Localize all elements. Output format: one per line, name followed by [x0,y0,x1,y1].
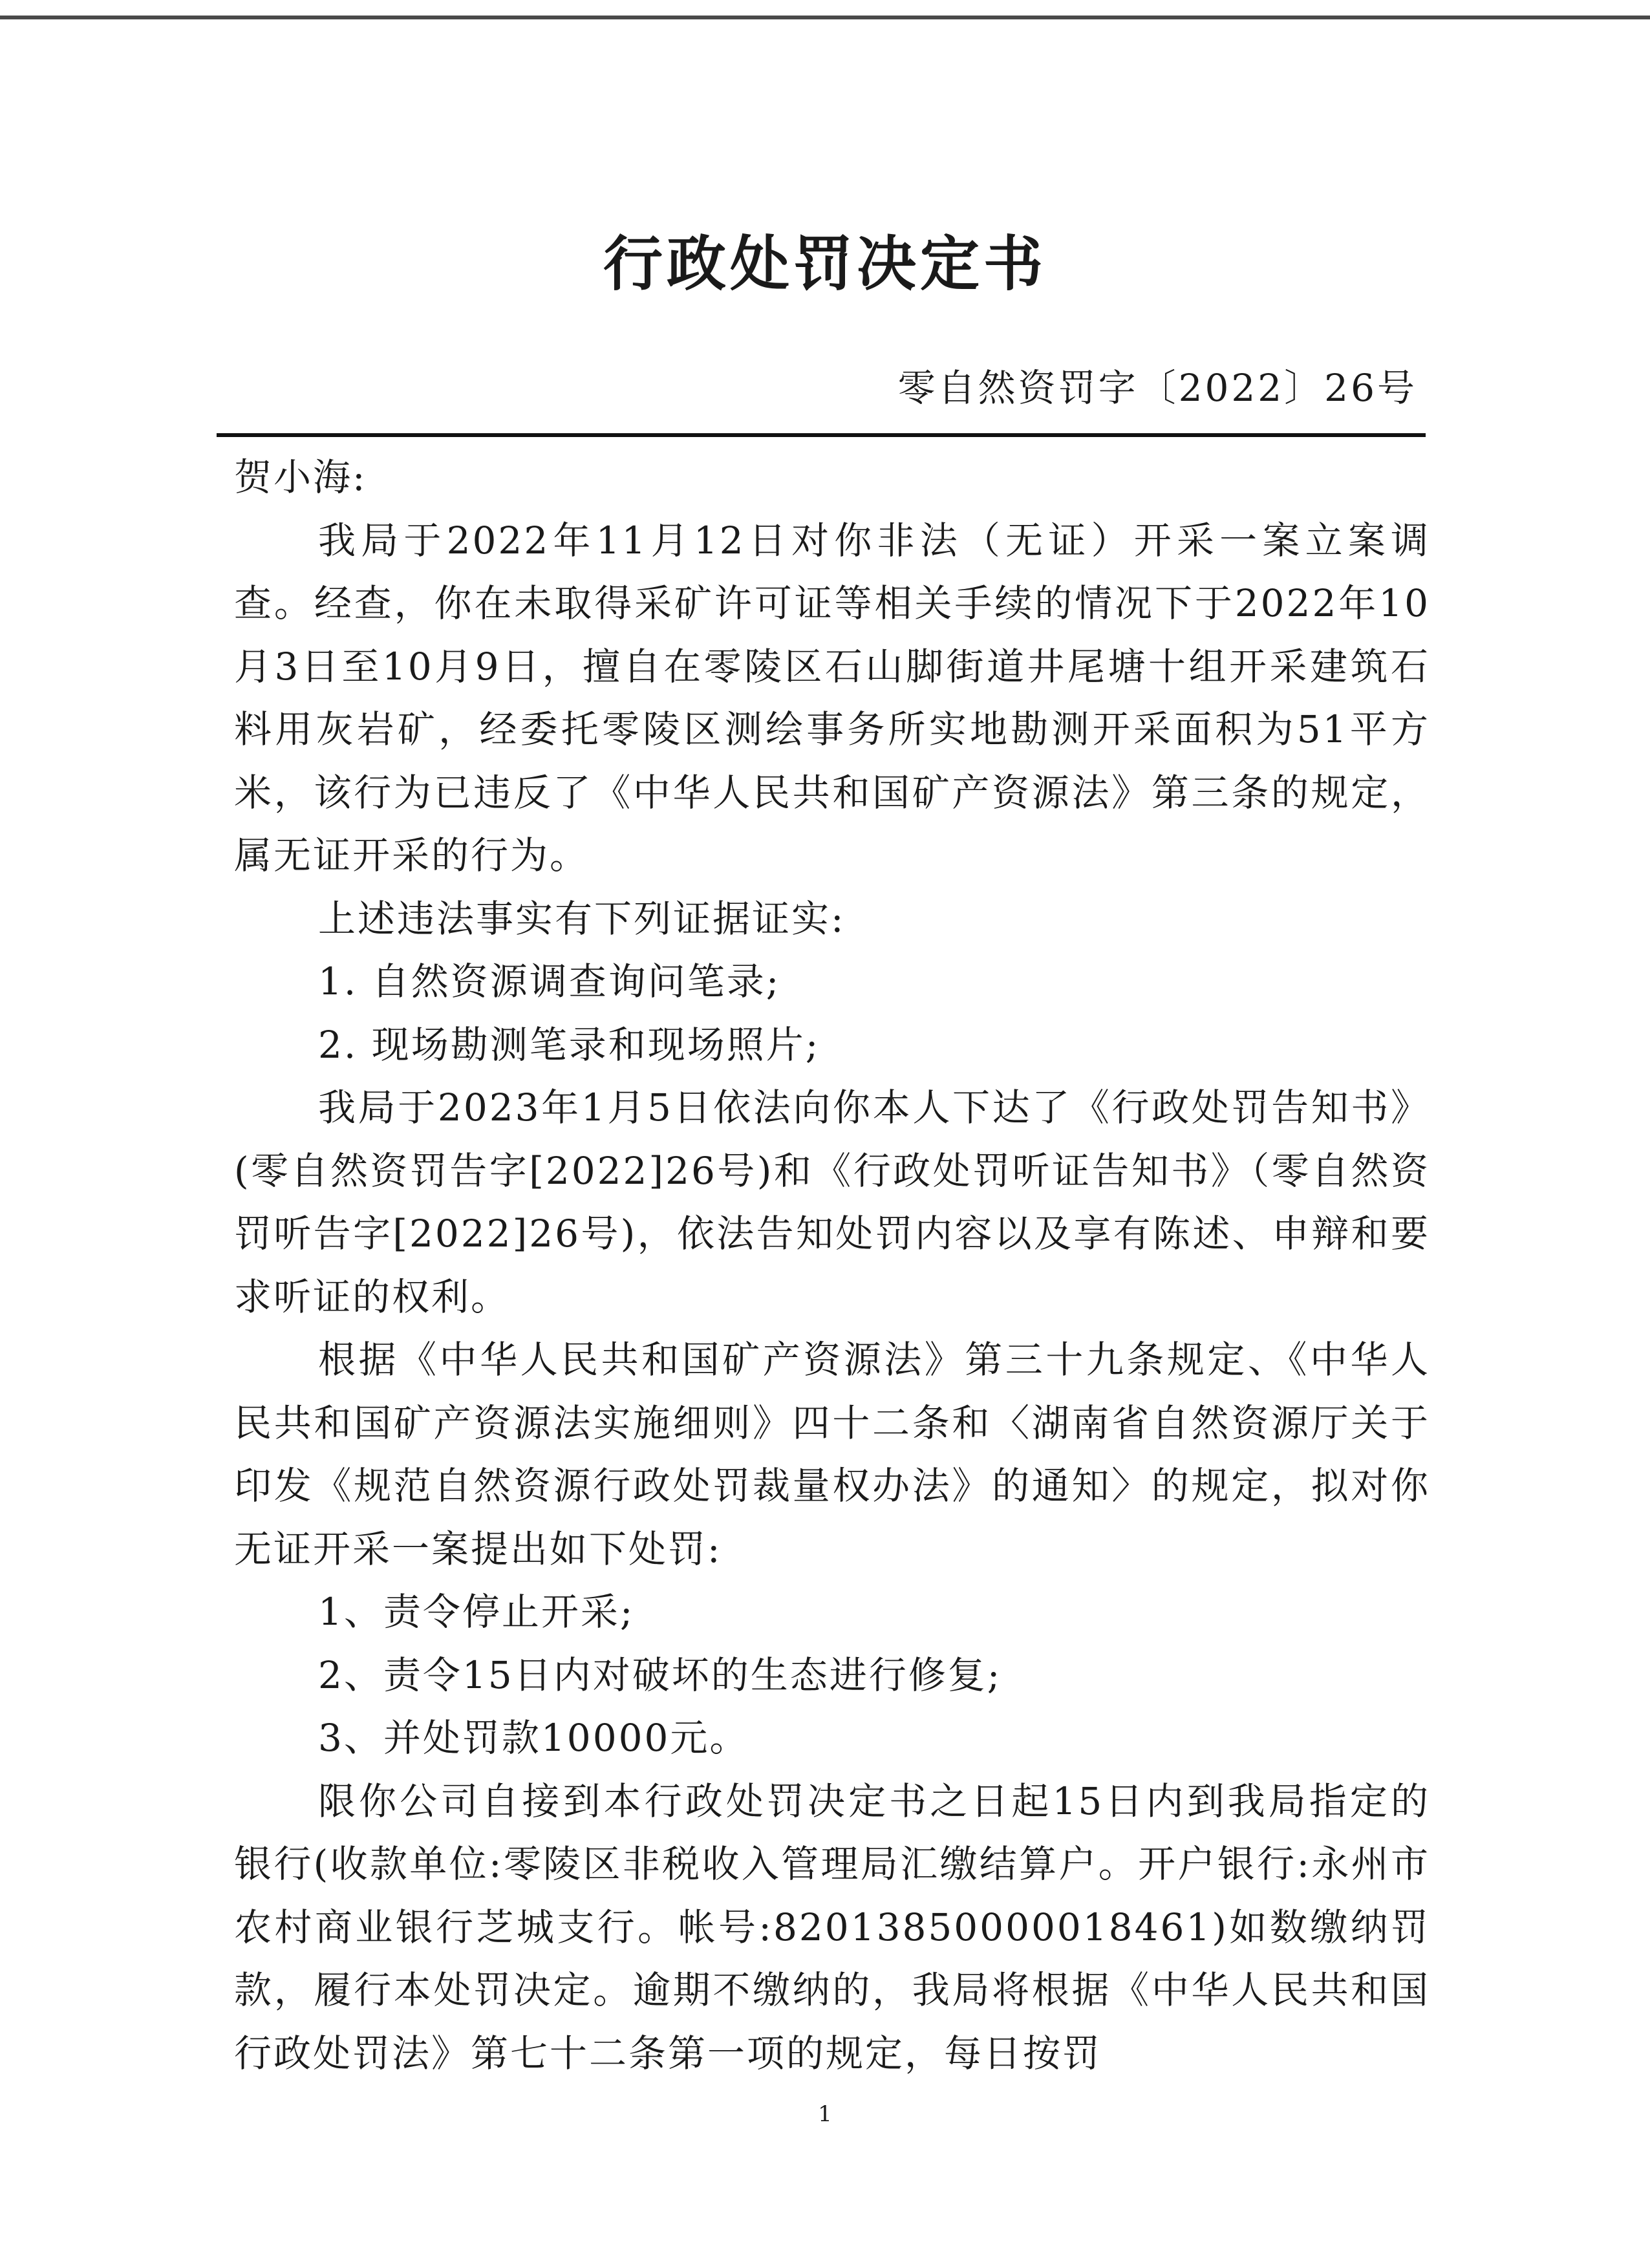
penalty-item: 3、并处罚款10000元。 [318,1716,749,1760]
page-title: 行政处罚决定书 [603,229,1047,299]
evidence-item: 2. 现场勘测笔录和现场照片; [318,1022,820,1067]
paragraph-facts: 我局于2022年11月12日对你非法（无证）开采一案立案调查。经查，你在未取得采矿许可证等相关手续的情况下于2022年10月3日至10月9日，擅自在零陵区石山脚街道井尾塘十组开采建筑石料用灰岩矿，经委托零陵区测绘事务所实地勘测开采面积为51平方米，该行为已违反了《中华人民共和国矿产资源法》第三条的规定，属无证开采的行为。 [234,518,1430,877]
paragraph-legal-basis: 根据《中华人民共和国矿产资源法》第三十九条规定、《中华人民共和国矿产资源法实施细则》四十二条和〈湖南省自然资源厅关于印发《规范自然资源行政处罚裁量权办法》的通知〉的规定，拟对你无证开采一案提出如下处罚: [234,1338,1430,1571]
penalty-item: 2、责令15日内对破坏的生态进行修复; [318,1653,1002,1697]
document-number: 零自然资罚字〔2022〕26号 [897,366,1417,410]
addressee: 贺小海: [234,455,367,499]
penalty-item: 1、责令停止开采; [318,1590,635,1634]
paragraph-evidence-intro: 上述违法事实有下列证据证实: [318,896,846,941]
paragraph-payment: 限你公司自接到本行政处罚决定书之日起15日内到我局指定的银行(收款单位:零陵区非税收入管理局汇缴结算户。开户银行:永州市农村商业银行芝城支行。帐号:82013850000018461)如数缴纳罚款，履行本处罚决定。逾期不缴纳的，我局将根据《中华人民共和国行政处罚法》第七十二条第一项的规定，每日按罚 [234,1779,1430,2075]
document-body [234,446,1430,2085]
evidence-item: 1. 自然资源调查询问笔录; [318,959,781,1003]
page-number: 1 [818,2101,832,2127]
scan-edge-line [0,16,1650,19]
paragraph-notice: 我局于2023年1月5日依法向你本人下达了《行政处罚告知书》(零自然资罚告字[2022]26号)和《行政处罚听证告知书》（零自然资罚听告字[2022]26号)，依法告知处罚内容以及享有陈述、申辩和要求听证的权利。 [234,1086,1430,1319]
title-divider [217,433,1426,437]
